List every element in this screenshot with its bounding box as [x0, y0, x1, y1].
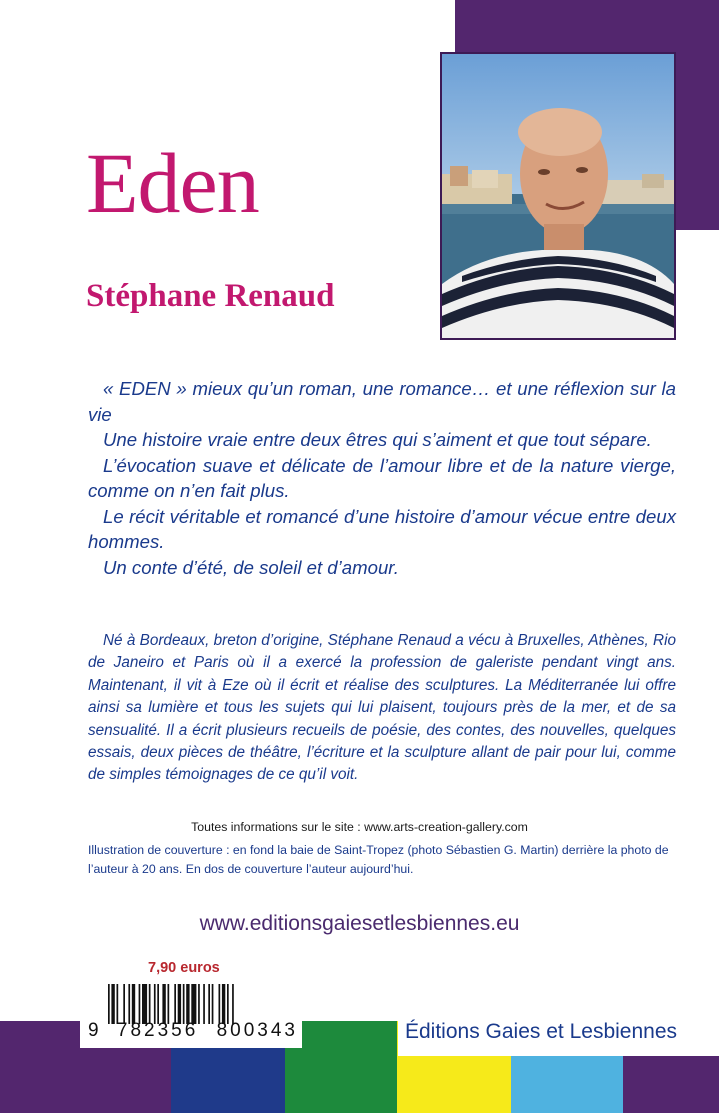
blurb-line: « EDEN » mieux qu’un roman, une romance… et une réflexion sur la vie	[88, 378, 676, 425]
barcode-bar	[178, 984, 181, 1024]
price: 7,90 euros	[148, 960, 220, 976]
barcode-bar	[208, 984, 210, 1024]
barcode-bar	[154, 984, 156, 1024]
isbn-group: 782356	[116, 1020, 199, 1041]
barcode-bar	[117, 984, 119, 1024]
blurb	[88, 376, 676, 580]
barcode-bar	[142, 984, 147, 1024]
author-photo	[440, 52, 676, 340]
author-bio: Né à Bordeaux, breton d’origine, Stéphane Renaud a vécu à Bruxelles, Athènes, Rio de Janeiro et Paris où il a exercé la profession de galeriste pendant vingt ans. Maintenant, il vit à Eze où il écrit et réalise des sculptures. La Méditerranée lui offre ainsi sa lumière et tous les sujets qui lui plaisent, toujours près de la mer, et de sa sensualité. Il a écrit plusieurs recueils de poésie, des contes, des nouvelles, quelques essais, deux pièces de théâtre, l’écriture et la sculpture allant de pair pour lui, comme de simples témoignages de ce qu’il voit.	[88, 632, 676, 784]
blurb-line: Une histoire vraie entre deux êtres qui s’aiment et que tout sépare.	[103, 429, 652, 450]
barcode-bar	[108, 984, 110, 1024]
barcode-bar	[139, 984, 141, 1024]
blurb-line: L’évocation suave et délicate de l’amour libre et de la nature vierge, comme on n’en fait plus.	[88, 454, 676, 501]
barcode-bar	[183, 984, 185, 1024]
publisher-website: www.editionsgaiesetlesbiennes.eu	[199, 912, 520, 935]
blurb-line: Le récit véritable et romancé d’une histoire d’amour vécue entre deux hommes.	[88, 505, 676, 552]
blurb-line: Un conte d’été, de soleil et d’amour.	[103, 556, 399, 578]
barcode-bar	[128, 984, 130, 1024]
barcode-bar	[203, 984, 205, 1024]
barcode-bar	[227, 984, 229, 1024]
barcode-bar	[123, 984, 125, 1024]
barcode-bar	[168, 984, 170, 1024]
barcode-bar	[149, 984, 151, 1024]
barcode-bar	[111, 984, 114, 1024]
info-site: Toutes informations sur le site : www.arts-creation-gallery.com	[191, 820, 528, 834]
barcode-bar	[219, 984, 221, 1024]
barcode-bar	[132, 984, 135, 1024]
author-name: Stéphane Renaud	[86, 278, 335, 314]
barcode-icon	[108, 984, 296, 1024]
isbn-group: 9	[88, 1020, 99, 1041]
barcode-bar	[212, 984, 214, 1024]
author-portrait-icon	[442, 54, 674, 338]
barcode-bar	[232, 984, 234, 1024]
barcode-bar	[222, 984, 225, 1024]
barcode-bar	[174, 984, 176, 1024]
barcode-bar	[162, 984, 165, 1024]
isbn-group: 800343	[216, 1020, 298, 1041]
isbn-number	[88, 1020, 298, 1042]
barcode-bar	[191, 984, 196, 1024]
publisher-name: Éditions Gaies et Lesbiennes	[405, 1020, 678, 1043]
barcode-bar	[157, 984, 159, 1024]
book-title: Eden	[86, 135, 259, 231]
barcode-bar	[186, 984, 189, 1024]
barcode-bar	[198, 984, 200, 1024]
cover-credits: Illustration de couverture : en fond la baie de Saint-Tropez (photo Sébastien G. Martin) derrière la photo de l’auteur à 20 ans. En dos de couverture l’auteur aujourd’hui.	[88, 843, 669, 876]
